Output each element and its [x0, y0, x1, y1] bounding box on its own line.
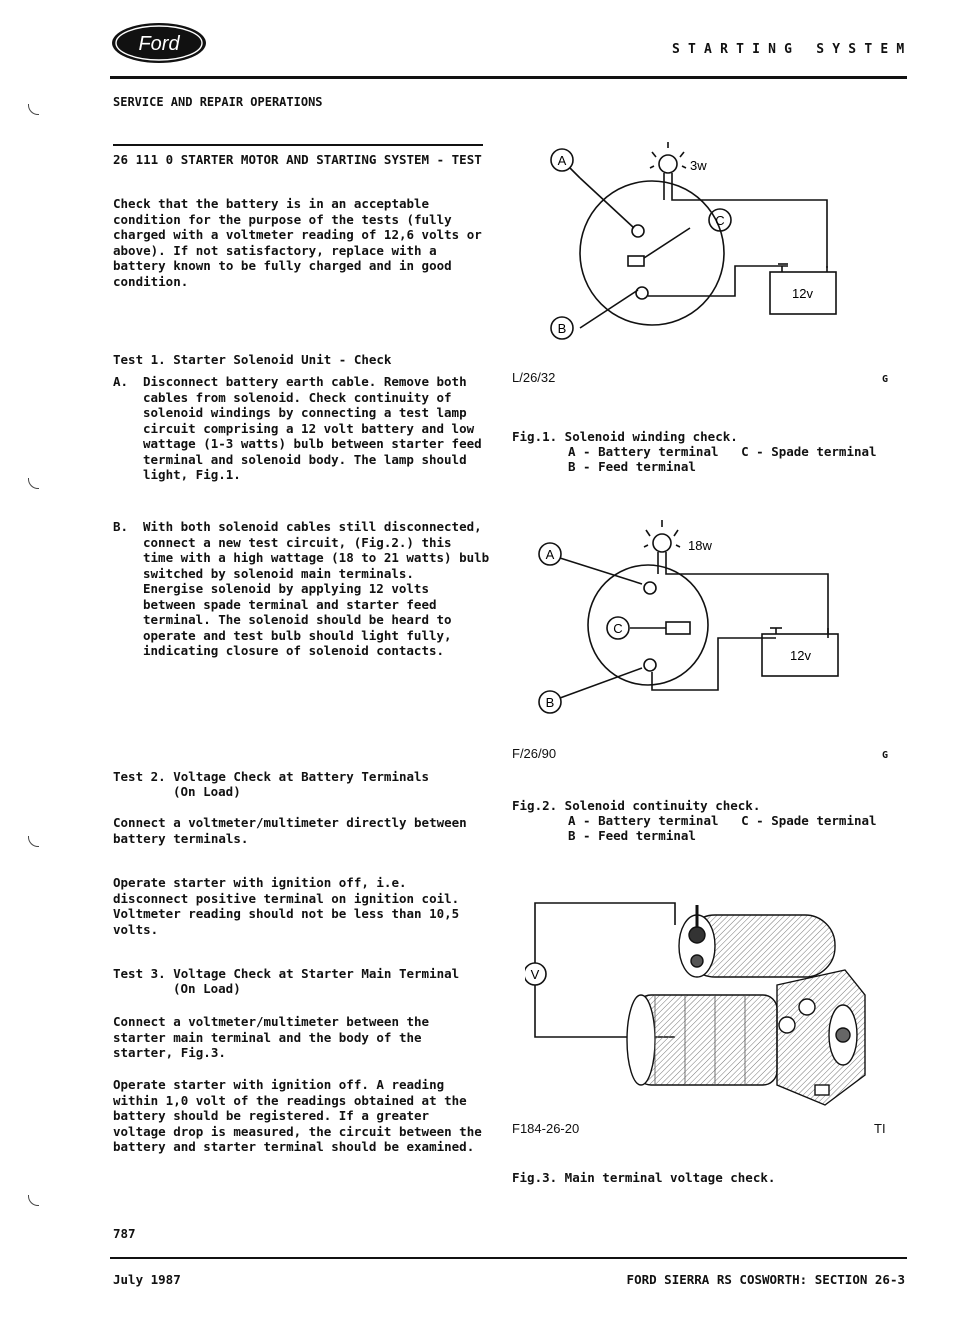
- test3-subtitle: (On Load): [173, 981, 241, 996]
- footer-publication: FORD SIERRA RS COSWORTH: SECTION 26-3: [626, 1272, 905, 1287]
- operation-title: 26 111 0 STARTER MOTOR AND STARTING SYSTEM - TEST: [113, 152, 482, 167]
- header-rule: [110, 76, 907, 79]
- fig1-bulb-rating: 3w: [690, 158, 707, 173]
- fig1-caption: Fig.1. Solenoid winding check.: [512, 429, 738, 444]
- fig1-label-a: A: [557, 153, 567, 168]
- fig3-mark: TI: [874, 1121, 886, 1136]
- fig1-legend-2: B - Feed terminal: [568, 459, 696, 474]
- fig2-mark: G: [882, 750, 889, 761]
- page-number: 787: [113, 1226, 136, 1241]
- page-edge-mark: [28, 478, 39, 489]
- test2-paragraph-1: Connect a voltmeter/multimeter directly between battery terminals.: [113, 815, 467, 846]
- footer-date: July 1987: [113, 1272, 181, 1287]
- fig2-bulb-icon: [653, 534, 671, 552]
- test2-title: Test 2. Voltage Check at Battery Terminals: [113, 769, 430, 784]
- page-edge-mark: [28, 836, 39, 847]
- fig2-label-c: C: [613, 621, 623, 636]
- test1-a-text: Disconnect battery earth cable. Remove both cables from solenoid. Check continuity of solenoid windings by connecting a test lamp circuit comprising a 12 volt battery and low wattage (1-3 watts) bulb between starter feed terminal and solenoid body. The lamp should light, Fig.1.: [143, 374, 482, 482]
- fig2-legend-1: A - Battery terminal C - Spade terminal: [568, 813, 877, 828]
- fig3-label-v: V: [530, 967, 540, 982]
- page-edge-mark: [28, 1195, 39, 1206]
- fig2-ref: F/26/90: [512, 746, 557, 761]
- fig2-label-b: B: [545, 695, 555, 710]
- fig1-ref: L/26/32: [512, 370, 556, 385]
- fig2-bulb-rating: 18w: [688, 538, 712, 553]
- test2-paragraph-2: Operate starter with ignition off, i.e. disconnect positive terminal on ignition coil. Voltmeter reading should not be less than 10,5 volts.: [113, 875, 460, 937]
- fig3-diagram: [525, 875, 885, 1120]
- page-edge-mark: [28, 104, 39, 115]
- test3-title: Test 3. Voltage Check at Starter Main Terminal: [113, 966, 460, 981]
- test1-a-label: A.: [113, 374, 129, 389]
- ford-logo: [111, 22, 207, 64]
- fig2-battery-voltage: 12v: [790, 648, 811, 663]
- operation-rule: [113, 144, 483, 146]
- intro-paragraph: Check that the battery is in an acceptable condition for the purpose of the tests (fully charged with a voltmeter reading of 12,6 volts or above). If not satisfactory, replace with a battery known to be fully charged and in good condition.: [113, 196, 482, 289]
- fig3-starter-motor: [627, 905, 865, 1105]
- footer-rule: [110, 1257, 907, 1259]
- fig1-label-c: C: [715, 213, 725, 228]
- fig1-diagram: [540, 138, 860, 348]
- test3-paragraph-2: Operate starter with ignition off. A reading within 1,0 volt of the readings obtained at the battery should be registered. If a greater voltage drop is measured, the circuit between the battery and starter terminal should be examined.: [113, 1077, 482, 1154]
- fig1-battery-voltage: 12v: [792, 286, 813, 301]
- fig2-legend-2: B - Feed terminal: [568, 828, 696, 843]
- test1-b-label: B.: [113, 519, 129, 534]
- fig2-label-a: A: [545, 547, 555, 562]
- ford-oval-icon: [111, 22, 207, 64]
- svg-text:Ford: Ford: [138, 33, 180, 55]
- fig1-label-b: B: [557, 321, 567, 336]
- fig3-caption: Fig.3. Main terminal voltage check.: [512, 1170, 776, 1185]
- fig1-bulb-icon: [659, 155, 677, 173]
- page-subtitle: SERVICE AND REPAIR OPERATIONS: [113, 95, 323, 109]
- fig2-diagram: [530, 510, 860, 720]
- test1-title: Test 1. Starter Solenoid Unit - Check: [113, 352, 392, 367]
- fig1-mark: G: [882, 374, 889, 385]
- test2-subtitle: (On Load): [173, 784, 241, 799]
- test1-b-text: With both solenoid cables still disconnected, connect a new test circuit, (Fig.2.) this time with a high wattage (18 to 21 watts) bulb switched by solenoid main terminals. Energise solenoid by applying 12 volts between spade terminal and starter feed terminal. The solenoid should be heard to operate and test bulb should light fully, indicating closure of solenoid contacts.: [143, 519, 490, 658]
- test3-paragraph-1: Connect a voltmeter/multimeter between the starter main terminal and the body of the starter, Fig.3.: [113, 1014, 430, 1060]
- fig1-legend-1: A - Battery terminal C - Spade terminal: [568, 444, 877, 459]
- fig2-caption: Fig.2. Solenoid continuity check.: [512, 798, 761, 813]
- section-title: STARTING SYSTEM: [672, 42, 913, 57]
- fig3-ref: F184-26-20: [512, 1121, 580, 1136]
